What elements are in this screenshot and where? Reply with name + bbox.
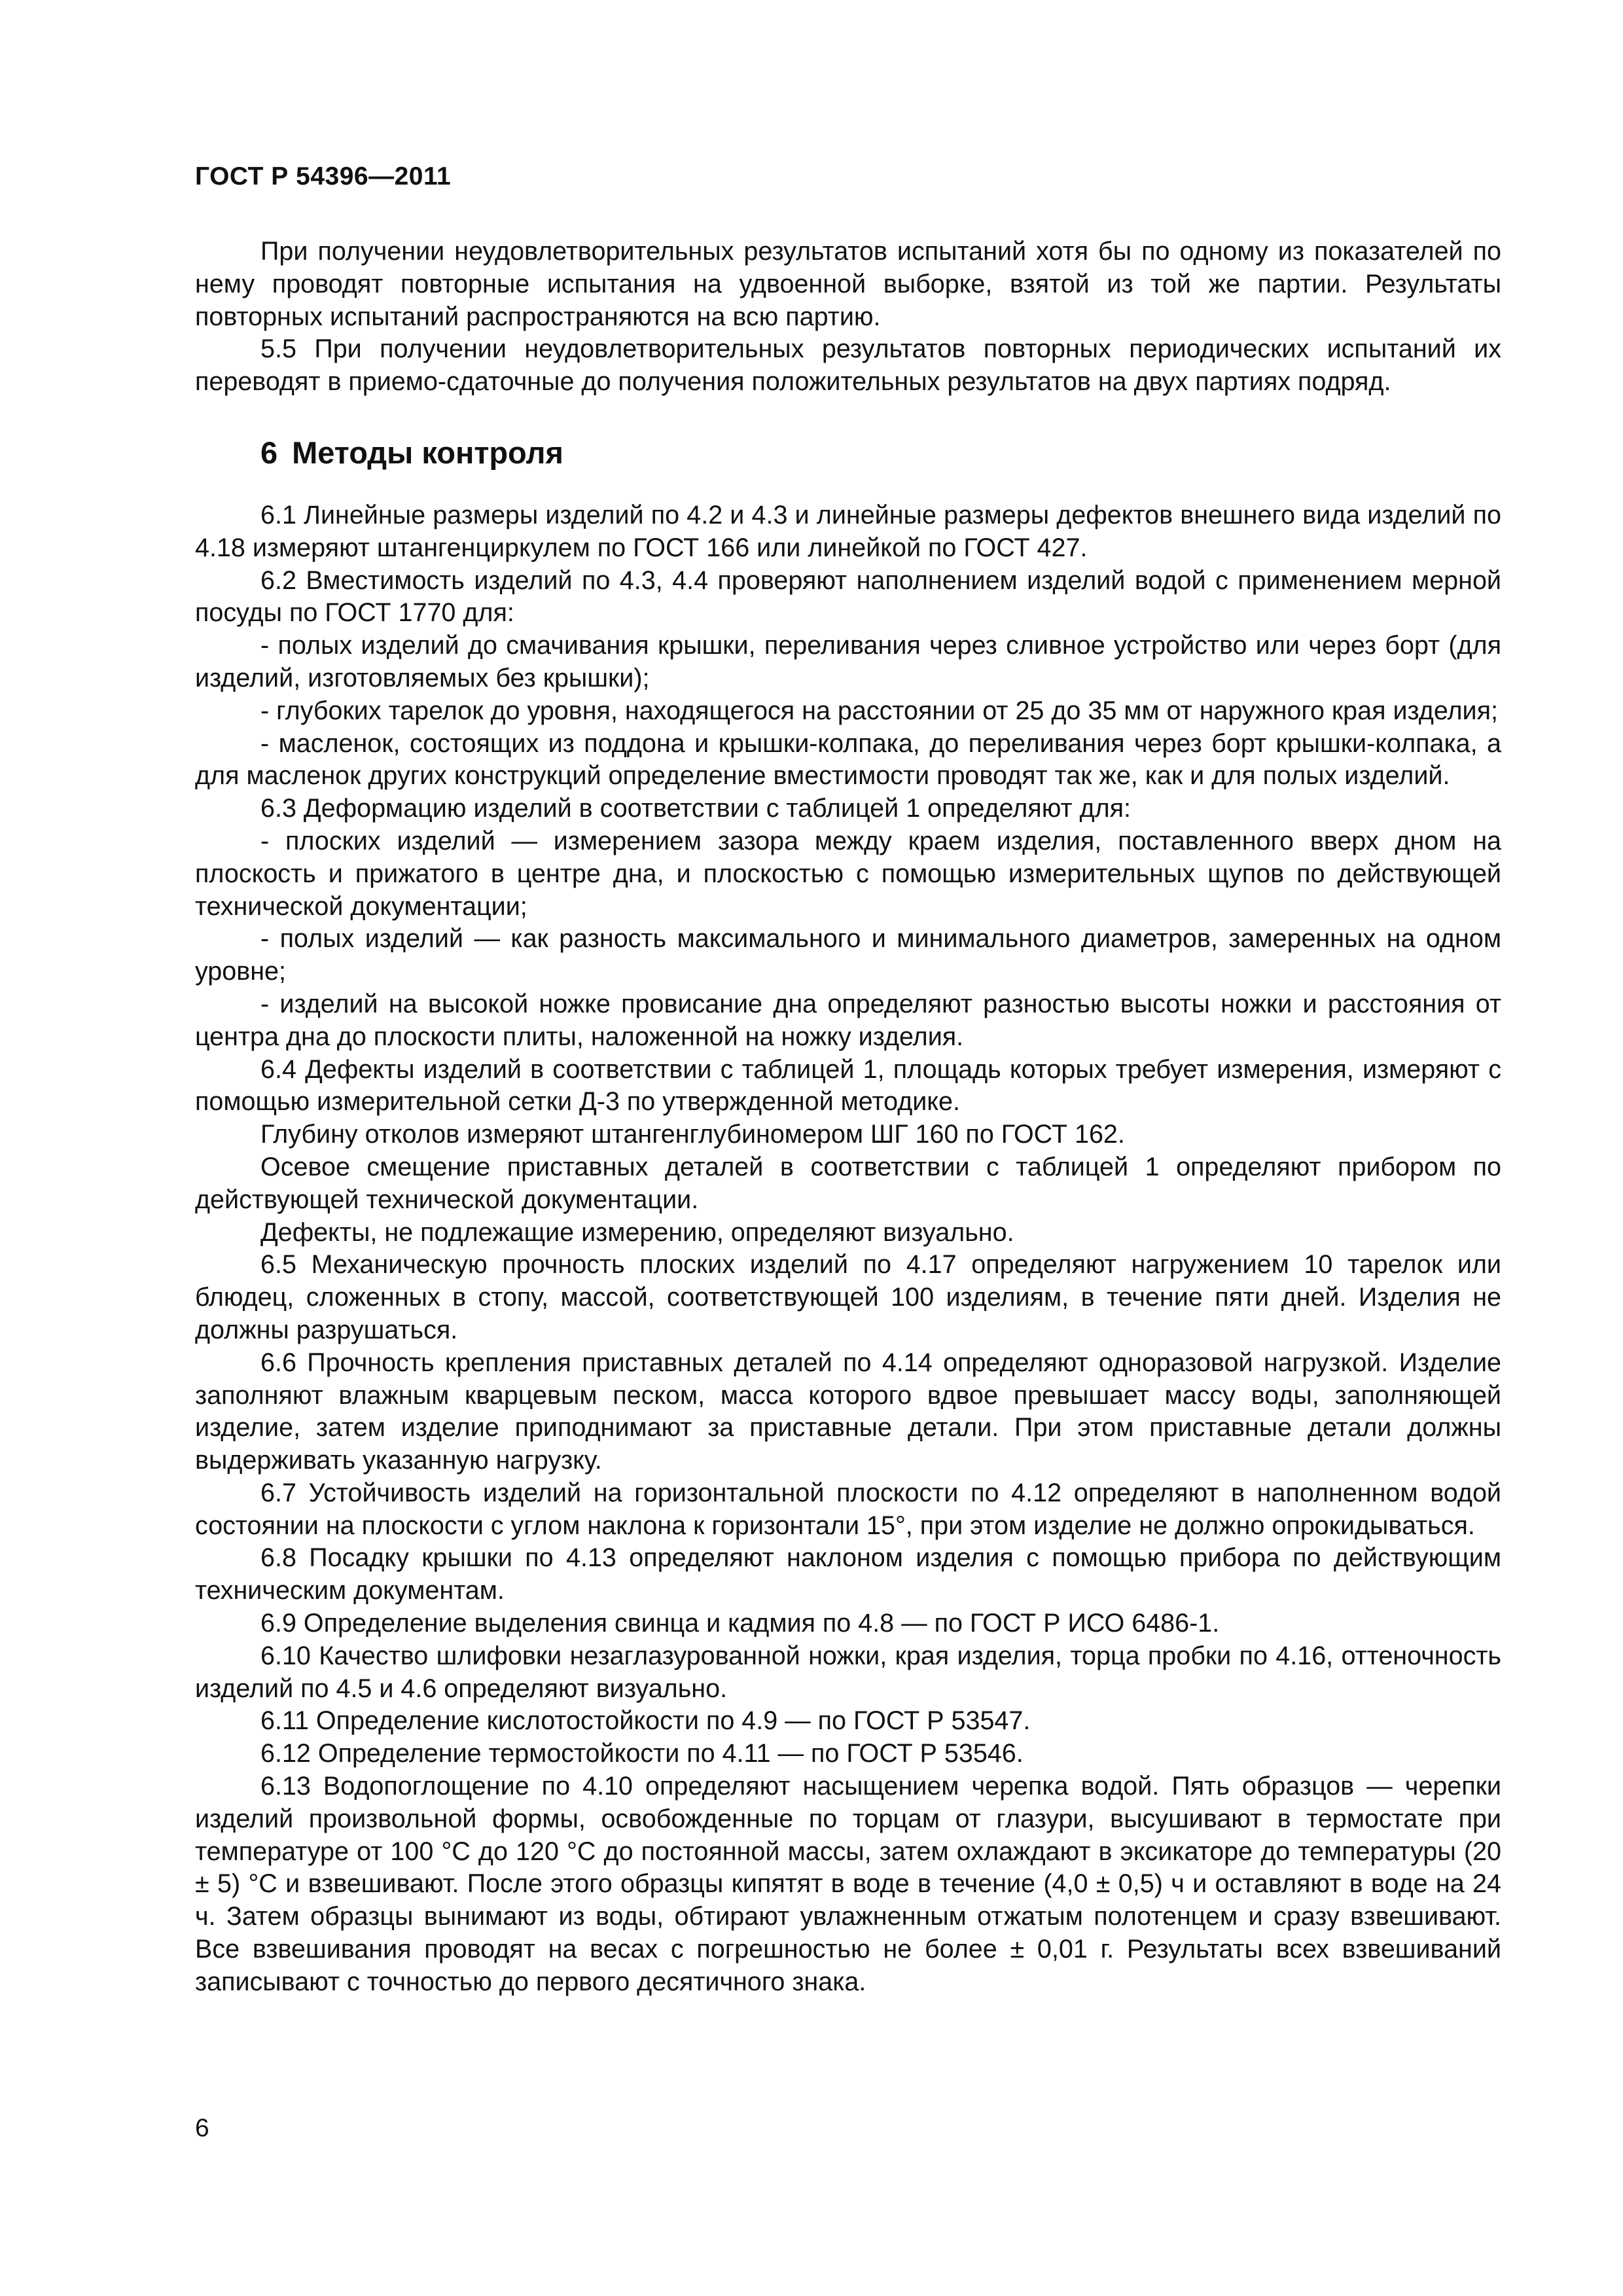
- paragraph-6-13: 6.13 Водопоглощение по 4.10 определяют насыщением черепка водой. Пять образцов — черепки изделий произвольной формы, освобожденные по торцам от глазури, высушивают в термостате при температуре от 100 °С до 120 °С до постоянной массы, затем охлаждают в эксикаторе до температуры (20 ± 5) °С и взвешивают. После этого образцы кипятят в воде в течение (4,0 ± 0,5) ч и оставляют в воде на 24 ч. Затем образцы вынимают из воды, обтирают увлажненным отжатым полотенцем и сразу взвешивают. Все взвешивания проводят на весах с погрешностью не более ± 0,01 г. Результаты всех взвешиваний записывают с точностью до первого десятичного знака.: [195, 1772, 1501, 1996]
- paragraph-6-10: 6.10 Качество шлифовки незаглазурованной ножки, края изделия, торца пробки по 4.16, оттеночность изделий по 4.5 и 4.6 определяют визуально.: [195, 1641, 1501, 1703]
- intro-paragraph: При получении неудовлетворительных результатов испытаний хотя бы по одному из показателей по нему проводят повторные испытания на удвоенной выборке, взятой из той же партии. Результаты повторных испытаний распространяются на всю партию.: [195, 237, 1501, 331]
- list-item: - глубоких тарелок до уровня, находящегося на расстоянии от 25 до 35 мм от наружного края изделия;: [260, 696, 1498, 725]
- paragraph-6-2: 6.2 Вместимость изделий по 4.3, 4.4 проверяют наполнением изделий водой с применением мерной посуды по ГОСТ 1770 для:: [195, 565, 1501, 628]
- paragraph: Глубину отколов измеряют штангенглубиномером ШГ 160 по ГОСТ 162.: [260, 1120, 1125, 1149]
- paragraph-6-8: 6.8 Посадку крышки по 4.13 определяют наклоном изделия с помощью прибора по действующим техническим документам.: [195, 1543, 1501, 1605]
- paragraph-6-6: 6.6 Прочность крепления приставных деталей по 4.14 определяют одноразовой нагрузкой. Изделие заполняют влажным кварцевым песком, масса которого вдвое превышает массу воды, заполняющей изделие, затем изделие приподнимают за приставные детали. При этом приставные детали должны выдерживать указанную нагрузку.: [195, 1348, 1501, 1475]
- paragraph: Дефекты, не подлежащие измерению, определяют визуально.: [260, 1217, 1014, 1247]
- list-item: - масленок, состоящих из поддона и крышки-колпака, до переливания через борт крышки-колпака, а для масленок других конструкций определение вместимости проводят так же, как и для полых изделий.: [195, 728, 1501, 791]
- paragraph-6-11: 6.11 Определение кислотостойкости по 4.9 — по ГОСТ Р 53547.: [260, 1706, 1031, 1736]
- paragraph-6-7: 6.7 Устойчивость изделий на горизонтальной плоскости по 4.12 определяют в наполненном водой состоянии на плоскости с углом наклона к горизонтали 15°, при этом изделие не должно опрокидываться.: [195, 1478, 1501, 1540]
- list-item: - полых изделий — как разность максимального и минимального диаметров, замеренных на одном уровне;: [195, 924, 1501, 986]
- paragraph-6-4: 6.4 Дефекты изделий в соответствии с таблицей 1, площадь которых требует измерения, измеряют с помощью измерительной сетки Д-3 по утвержденной методике.: [195, 1054, 1501, 1117]
- page-number: 6: [195, 2114, 209, 2142]
- list-item: - изделий на высокой ножке провисание дна определяют разностью высоты ножки и расстояния от центра дна до плоскости плиты, наложенной на ножку изделия.: [195, 989, 1501, 1051]
- paragraph-6-1: 6.1 Линейные размеры изделий по 4.2 и 4.3 и линейные размеры дефектов внешнего вида изделий по 4.18 измеряют штангенциркулем по ГОСТ 166 или линейкой по ГОСТ 427.: [195, 500, 1501, 562]
- list-item: - полых изделий до смачивания крышки, переливания через сливное устройство или через борт (для изделий, изготовляемых без крышки);: [195, 631, 1501, 692]
- document-code-header: ГОСТ Р 54396—2011: [195, 162, 452, 190]
- section-title-text: Методы контроля: [292, 435, 563, 470]
- section-number: 6: [260, 435, 278, 470]
- section-heading: [195, 435, 1501, 471]
- document-body: [195, 236, 1501, 1999]
- paragraph: Осевое смещение приставных деталей в соответствии с таблицей 1 определяют прибором по действующей технической документации.: [195, 1152, 1501, 1214]
- intro-paragraph: 5.5 При получении неудовлетворительных результатов повторных периодических испытаний их переводят в приемо-сдаточные до получения положительных результатов на двух партиях подряд.: [195, 334, 1501, 397]
- paragraph-6-12: 6.12 Определение термостойкости по 4.11 — по ГОСТ Р 53546.: [260, 1739, 1024, 1768]
- list-item: - плоских изделий — измерением зазора между краем изделия, поставленного вверх дном на плоскость и прижатого в центре дна, и плоскостью с помощью измерительных щупов по действующей технической документации;: [195, 826, 1501, 921]
- paragraph-6-5: 6.5 Механическую прочность плоских изделий по 4.17 определяют нагружением 10 тарелок или блюдец, сложенных в стопу, массой, соответствующей 100 изделиям, в течение пяти дней. Изделия не должны разрушаться.: [195, 1250, 1501, 1344]
- paragraph-6-3: 6.3 Деформацию изделий в соответствии с таблицей 1 определяют для:: [260, 794, 1131, 823]
- paragraph-6-9: 6.9 Определение выделения свинца и кадмия по 4.8 — по ГОСТ Р ИСО 6486-1.: [260, 1609, 1220, 1638]
